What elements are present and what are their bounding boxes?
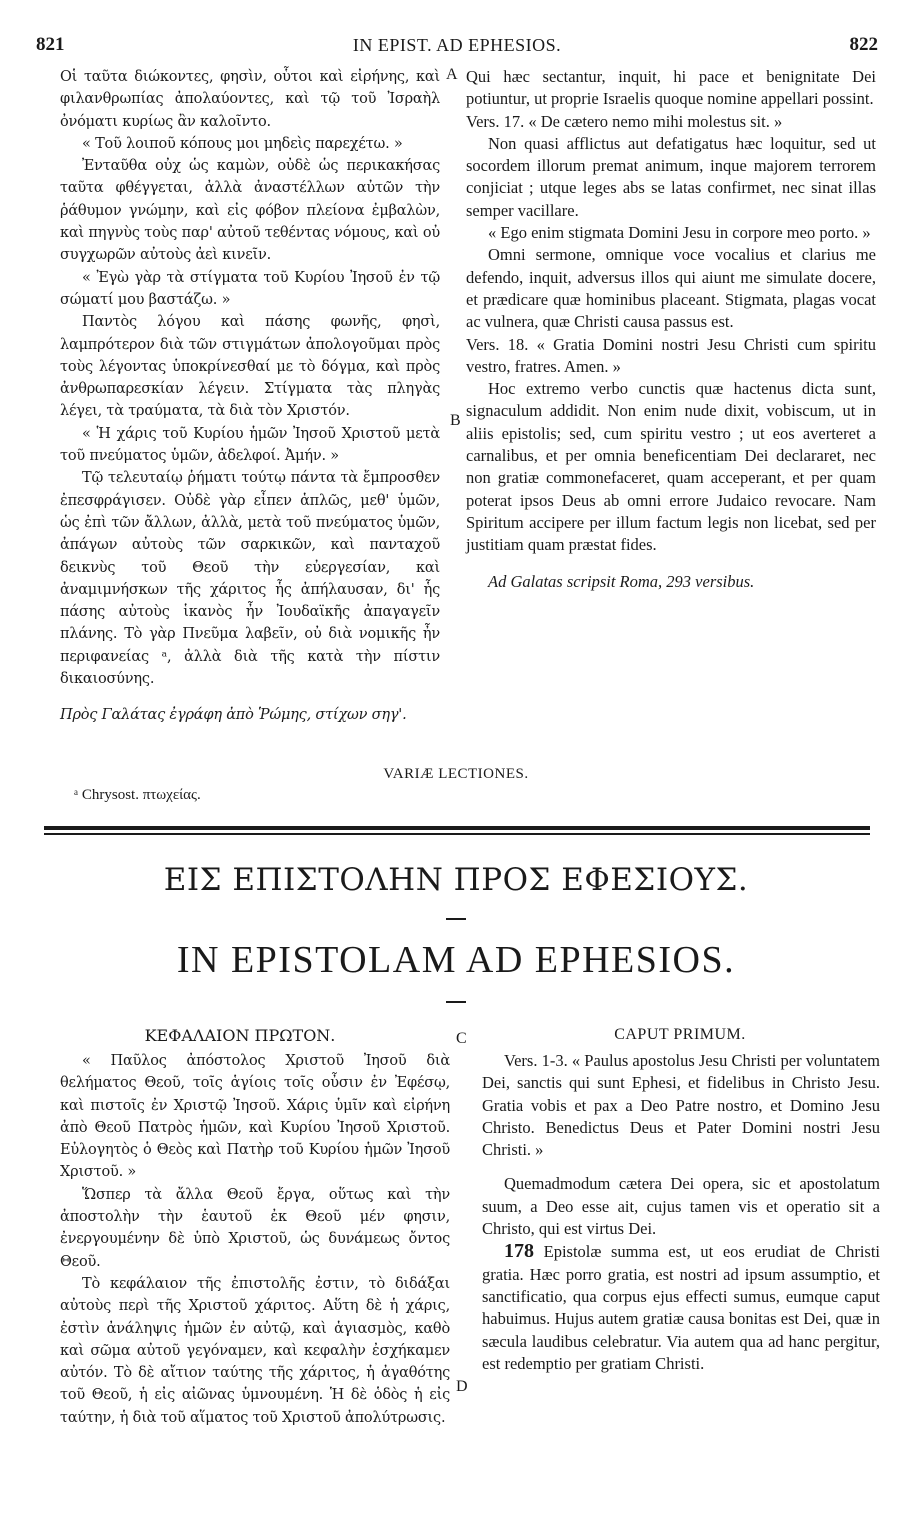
greek-verse-1-3: « Παῦλος ἀπόστολος Χριστοῦ Ἰησοῦ διὰ θελήματος Θεοῦ, τοῖς ἁγίοις τοῖς οὖσιν ἐν Ἐφέσῳ, καὶ πιστοῖς ἐν Χριστῷ Ἰησοῦ. Χάρις ὑμῖν καὶ εἰρήνη ἀπὸ Θεοῦ Πατρὸς ἡμῶν, καὶ Κυρίου Ἰησοῦ Χριστοῦ. Εὐλογητὸς ὁ Θεὸς καὶ Πατὴρ τοῦ Κυρίου ἡμῶν Ἰησοῦ Χριστοῦ. » — [60, 1053, 450, 1181]
greek-verse-18: « Ἡ χάρις τοῦ Κυρίου ἡμῶν Ἰησοῦ Χριστοῦ μετὰ τοῦ πνεύματος ὑμῶν, ἀδελφοί. Ἀμήν. » — [60, 425, 440, 465]
greek-paragraph: Οἱ ταῦτα διώκοντες, φησὶν, οὗτοι καὶ εἰρήνης, καὶ φιλανθρωπίας ἀπολαύοντες, καὶ τῷ τοῦ Ἰσραὴλ ὀνόματι κυρίως ἂν καλοῖντο. — [60, 69, 440, 130]
margin-letter-d: D — [456, 1378, 468, 1395]
latin-subscription: Ad Galatas scripsit Roma, 293 versibus. — [488, 571, 755, 591]
heading-dash — [446, 918, 466, 920]
greek-column-bottom — [60, 1050, 450, 1429]
latin-paragraph: Hoc extremo verbo cunctis quæ hactenus dicta sunt, signaculum addidit. Non enim nude dixit, vobiscum, ut in aliis epistolis; sed, cum spiritu vestro ; ut eos averteret a carnalibus, et per omnia beneficentiam Dei declararet, nec non gratiæ commonefaceret, quam acceperant, et per quam poterat ipsos Deus ab omni errore Judaico revocare. Nam Spiritum accipere per illum factum legis non licebat, sed per justitiam quam præstat fides. — [466, 379, 876, 555]
greek-paragraph: Τῷ τελευταίῳ ῥήματι τούτῳ πάντα τὰ ἔμπροσθεν ἐπεσφράγισεν. Οὐδὲ γὰρ εἶπεν ἁπλῶς, μεθ' ὑμῶν, ὡς ἐπὶ τῶν ἄλλων, ἀλλὰ, μετὰ τοῦ πνεύματος ὑμῶν, ἀπάγων αὐτοὺς τῶν σαρκικῶν, καὶ πανταχοῦ δεικνὺς τοῦ Θεοῦ τὴν εὐεργεσίαν, καὶ ἀναμιμνήσκων τῆς χάριτος ἧς ἀπήλαυσαν, δι' ἧς πάσης αὐτοὺς ἱκανὸς ἦν Ἰουδαϊκῆς ἀπαγαγεῖν πλάνης. Τὸ γὰρ Πνεῦμα λαβεῖν, οὐ διὰ νομικῆς ἦν περιφανείας ᵃ, ἀλλὰ διὰ τῆς κατὰ τὴν πίστιν δικαιοσύνης. — [60, 470, 440, 688]
running-title: IN EPIST. AD EPHESIOS. — [352, 35, 562, 55]
latin-epistle-heading: IN EPISTOLAM AD EPHESIOS. — [176, 939, 736, 981]
running-header — [36, 34, 878, 60]
latin-paragraph: Non quasi afflictus aut defatigatus hæc loquitur, sed ut socordem illorum premat animum, inque majorem terrorem conjiciat ; utque leges abs se latas confirmet, nec sinat illas semper vacillare. — [466, 133, 876, 220]
signature-number: 178 — [504, 1240, 534, 1263]
latin-paragraph: Omni sermone, omnique voce vocalius et clarius me defendo, inquit, adversus illos qui aiunt me simulate docere, et prædicare quæ hominibus placeant. Stigmata, plagas vocat ac vulnera, quæ Christi causa passus est. — [466, 245, 876, 332]
greek-paragraph: Παντὸς λόγου καὶ πάσης φωνῆς, φησὶ, λαμπρότερον διὰ τῶν στιγμάτων ἀπολογοῦμαι πρὸς τοὺς λέγοντας ὑποκρίνεσθαί με τὸ δόγμα, καὶ πρὸς ἀνθρωπαρεσκίαν λέγειν. Στίγματα τὰς πληγὰς λέγει, τὰ τραύματα, τὰ διὰ τὸν Χριστόν. — [60, 314, 440, 420]
greek-subscription: Πρὸς Γαλάτας ἐγράφη ἀπὸ Ῥώμης, στίχων σηγ'. — [60, 707, 407, 724]
latin-verse: « Ego enim stigmata Domini Jesu in corpore meo porto. » — [488, 223, 871, 243]
greek-epistle-heading: ΕΙΣ ΕΠΙΣΤΟΛΗΝ ΠΡΟΣ ΕΦΕΣΙΟΥΣ. — [163, 862, 749, 898]
latin-verse-1-3: Vers. 1-3. « Paulus apostolus Jesu Christi per voluntatem Dei, sanctis qui sunt Ephesi, et fidelibus in Christo Jesu. Gratia vobis et pax a Deo Patre nostro, et Domino Jesu Christo. Benedictus Deus et Pater Domini nostri Jesu Christi. » — [482, 1051, 880, 1160]
greek-column-top — [60, 66, 440, 727]
section-divider-thick — [44, 826, 870, 830]
latin-paragraph-text: Epistolæ summa est, ut eos erudiat de Christi gratia. Hæc porro gratia, est nostri ad ipsum assumptio, et sanctificatio, qua corpus ejus effecti sumus, eumque caput habuimus. Hujus autem gratiæ causa bonitas est Dei, quæ in sæcula laudibus celebratur. Via autem qua ad hanc pergitur, est redemptio per gratiam Christi. — [482, 1242, 880, 1373]
latin-column-bottom — [482, 1050, 880, 1375]
greek-paragraph: Τὸ κεφάλαιον τῆς ἐπιστολῆς ἐστιν, τὸ διδάξαι αὐτοὺς περὶ τῆς Χριστοῦ χάριτος. Αὕτη δὲ ἡ χάρις, ἐστὶν ἀνάληψις ἡμῶν ἐν αὐτῷ, καὶ ἁγιασμὸς, καθὸ καὶ σῶμα αὐτοῦ γεγόναμεν, καὶ κεφαλὴν ἐσχήκαμεν αὐτόν. Τὸ δὲ αἴτιον ταύτης τῆς χάριτος, ἡ ἀγαθότης τοῦ Θεοῦ, ἡ εἰς αἰῶνας ὑμνουμένη. Ἡ δὲ ὁδὸς ἡ εἰς ταύτην, ἡ διὰ τοῦ αἵματος τοῦ Χριστοῦ ἀπολύτρωσις. — [60, 1275, 450, 1426]
latin-paragraph: Qui hæc sectantur, inquit, hi pace et benignitate Dei potiuntur, ut proprie Israelis quoque nomine appellari possint. — [466, 67, 876, 109]
greek-chapter-title: ΚΕΦΑΛΑΙΟΝ ΠΡΩΤΟΝ. — [144, 1026, 336, 1045]
variant-reading-note: ᵃ Chrysost. πτωχείας. — [74, 787, 201, 803]
heading-dash — [446, 1001, 466, 1003]
greek-verse-17: « Τοῦ λοιποῦ κόπους μοι μηδεὶς παρεχέτω. » — [82, 135, 403, 152]
margin-letter-a: A — [446, 66, 458, 83]
section-divider-thin — [44, 833, 870, 835]
page-number-left: 821 — [36, 34, 65, 55]
latin-column-top — [466, 66, 876, 593]
margin-letter-b: B — [450, 412, 461, 429]
page-number-right: 822 — [849, 34, 878, 55]
variae-lectiones-title: VARIÆ LECTIONES. — [383, 766, 529, 782]
latin-chapter-title: CAPUT PRIMUM. — [614, 1026, 746, 1043]
greek-verse: « Ἐγὼ γὰρ τὰ στίγματα τοῦ Κυρίου Ἰησοῦ ἐν τῷ σώματί μου βαστάζω. » — [60, 269, 440, 308]
greek-paragraph: Ὥσπερ τὰ ἄλλα Θεοῦ ἔργα, οὕτως καὶ τὴν ἀποστολὴν τὴν ἑαυτοῦ ἐκ Θεοῦ μέν φησιν, ἐνεργουμένην δὲ ὑπὸ Χριστοῦ, ὡς δυνάμεως ὄντος Θεοῦ. — [60, 1186, 450, 1270]
latin-verse-18: Vers. 18. « Gratia Domini nostri Jesu Christi cum spiritu vestro, fratres. Amen. » — [466, 334, 876, 376]
greek-paragraph: Ἐνταῦθα οὐχ ὡς καμὼν, οὐδὲ ὡς περικακήσας ταῦτα φθέγγεται, ἀλλὰ ἀναστέλλων αὐτῶν τὴν ῥάθυμον γνώμην, καὶ εἰς φόβον πλείονα ἐμβαλὼν, καὶ πηγνὺς τοὺς παρ' αὐτοῦ τεθέντας νόμους, καὶ οὐ συγχωρῶν αὐτοὺς ἀεὶ κινεῖν. — [60, 158, 440, 264]
latin-paragraph: Quemadmodum cætera Dei opera, sic et apostolatum suum, a Deo esse ait, cujus tamen vis et operatio sit a Christo, qui est virtus Dei. — [482, 1174, 880, 1239]
margin-letter-c: C — [456, 1030, 467, 1047]
latin-verse-17: Vers. 17. « De cætero nemo mihi molestus sit. » — [466, 111, 783, 131]
